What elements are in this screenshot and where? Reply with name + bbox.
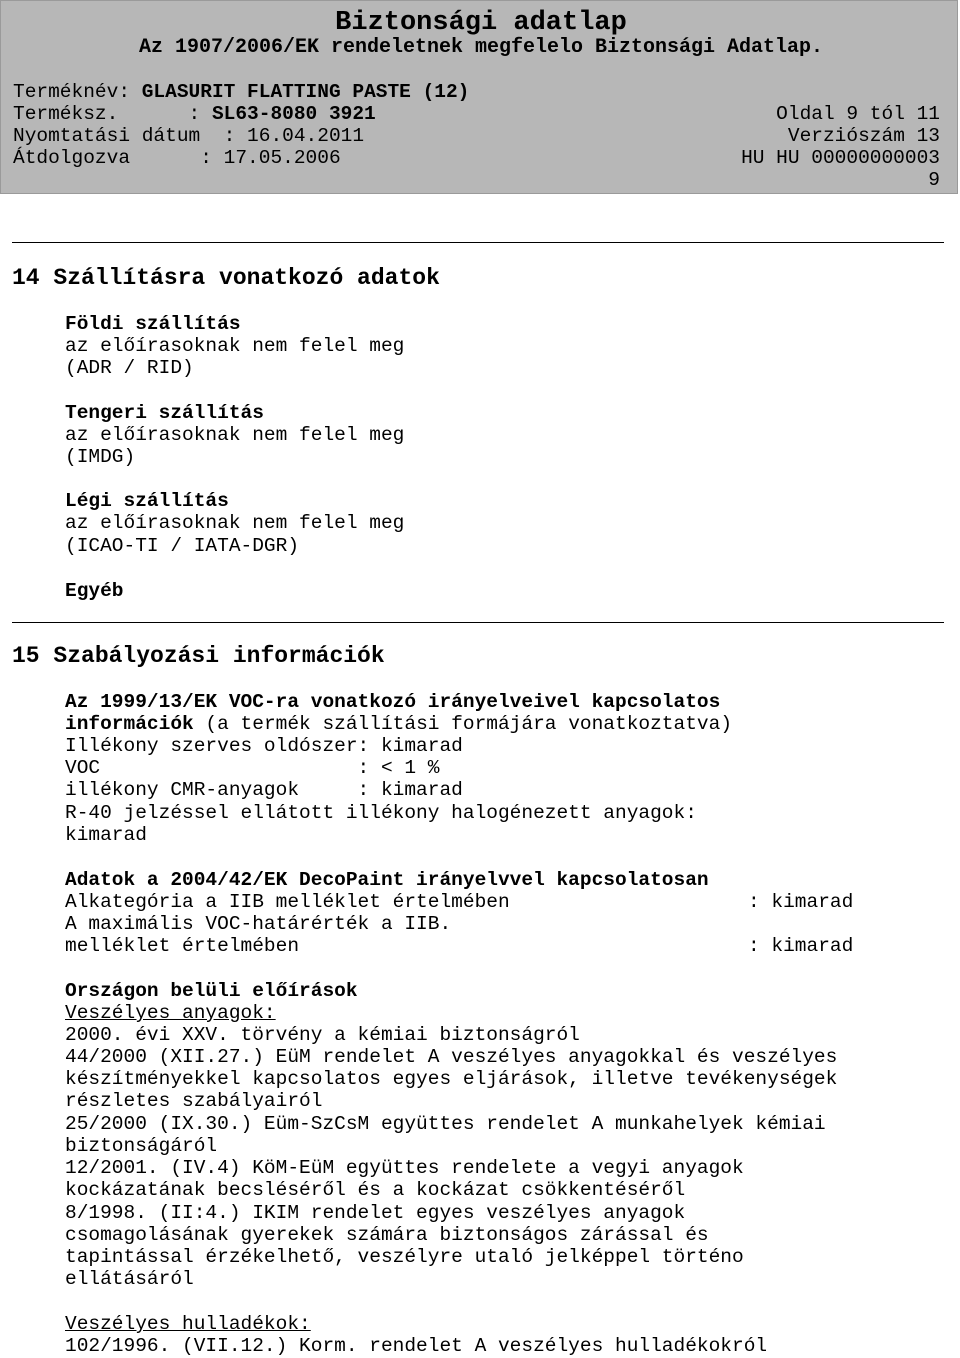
law-line: biztonságáról <box>65 1135 218 1157</box>
voc-heading: Az 1999/13/EK VOC-ra vonatkozó irányelveivel kapcsolatos <box>65 691 721 713</box>
law-line: tapintással érzékelhető, veszélyre utaló jelképpel történo <box>65 1246 744 1268</box>
law-line: 25/2000 (IX.30.) Eüm-SzCsM együttes rendelet A munkahelyek kémiai <box>65 1113 826 1135</box>
sea-transport-code: (IMDG) <box>65 446 136 468</box>
sea-transport-text: az előírasoknak nem felel meg <box>65 424 405 446</box>
section-15-title: 15 Szabályozási információk <box>12 643 385 669</box>
product-number: SL63-8080 3921 <box>211 103 376 125</box>
law-line: 2000. évi XXV. törvény a kémiai biztonságról <box>65 1024 580 1046</box>
other-transport-heading: Egyéb <box>65 580 124 602</box>
print-date: Nyomtatási dátum : 16.04.2011 <box>13 125 365 147</box>
section-divider <box>12 622 944 623</box>
waste-law-line: 102/1996. (VII.12.) Korm. rendelet A veszélyes hulladékokról <box>65 1335 768 1357</box>
voc-line: Illékony szerves oldószer: kimarad <box>65 735 463 757</box>
land-transport-code: (ADR / RID) <box>65 357 194 379</box>
sea-transport-heading: Tengeri szállítás <box>65 402 264 424</box>
regulation-subtitle: Az 1907/2006/EK rendeletnek megfelelo Biztonsági Adatlap. <box>138 36 824 59</box>
voc-heading-rest: (a termék szállítási formájára vonatkoztatva) <box>193 713 733 735</box>
decopaint-value: : kimarad <box>748 891 854 913</box>
decopaint-value: : kimarad <box>748 935 854 957</box>
version-number: Verziószám 13 <box>787 125 940 147</box>
law-line: 44/2000 (XII.27.) EüM rendelet A veszélyes anyagokkal és veszélyes <box>65 1046 838 1068</box>
page-indicator: Oldal 9 tól 11 <box>776 103 940 125</box>
product-name-row <box>13 81 469 103</box>
air-transport-heading: Légi szállítás <box>65 490 229 512</box>
decopaint-heading: Adatok a 2004/42/EK DecoPaint irányelvvel kapcsolatosan <box>65 869 709 891</box>
law-line: készítményekkel kapcsolatos egyes eljárások, illetve tevékenységek <box>65 1068 838 1090</box>
page-number: 9 <box>928 169 940 191</box>
hazardous-waste-heading: Veszélyes hulladékok: <box>65 1313 311 1335</box>
law-line: 8/1998. (II:4.) IKIM rendelet egyes veszélyes anyagok <box>65 1202 686 1224</box>
decopaint-line: melléklet értelmében <box>65 935 300 957</box>
document-header <box>0 0 958 194</box>
air-transport-code: (ICAO-TI / IATA-DGR) <box>65 535 300 557</box>
page-title: Biztonsági adatlap <box>335 8 627 38</box>
section-divider <box>12 242 944 243</box>
decopaint-line: Alkategória a IIB melléklet értelmében <box>65 891 510 913</box>
law-line: 12/2001. (IV.4) KöM-EüM együttes rendelete a vegyi anyagok <box>65 1157 744 1179</box>
voc-line: R-40 jelzéssel ellátott illékony halogénezett anyagok: <box>65 802 697 824</box>
voc-line: VOC : < 1 % <box>65 757 440 779</box>
product-name-label: Terméknév: <box>13 81 142 103</box>
revised-date: Átdolgozva : 17.05.2006 <box>13 147 341 169</box>
product-name: GLASURIT FLATTING PASTE (12) <box>141 81 470 103</box>
voc-line: illékony CMR-anyagok : kimarad <box>65 779 463 801</box>
region-code: HU HU 00000000003 <box>741 147 940 169</box>
national-regulations-heading: Országon belüli előírások <box>65 980 358 1002</box>
land-transport-text: az előírasoknak nem felel meg <box>65 335 405 357</box>
law-line: részletes szabályairól <box>65 1090 323 1112</box>
land-transport-heading: Földi szállítás <box>65 313 241 335</box>
product-number-label: Terméksz. : <box>13 103 212 125</box>
voc-line: kimarad <box>65 824 147 846</box>
law-line: csomagolásának gyerekek számára biztonságos zárással és <box>65 1224 709 1246</box>
product-number-row <box>13 103 376 125</box>
air-transport-text: az előírasoknak nem felel meg <box>65 512 405 534</box>
law-line: kockázatának becsléséről és a kockázat csökkentéséről <box>65 1179 686 1201</box>
hazardous-substances-heading: Veszélyes anyagok: <box>65 1002 276 1024</box>
section-14-title: 14 Szállításra vonatkozó adatok <box>12 265 440 291</box>
voc-heading-continued <box>65 713 732 735</box>
decopaint-line: A maximális VOC-határérték a IIB. <box>65 913 452 935</box>
voc-heading-bold: információk <box>65 713 194 735</box>
law-line: ellátásáról <box>65 1268 194 1290</box>
